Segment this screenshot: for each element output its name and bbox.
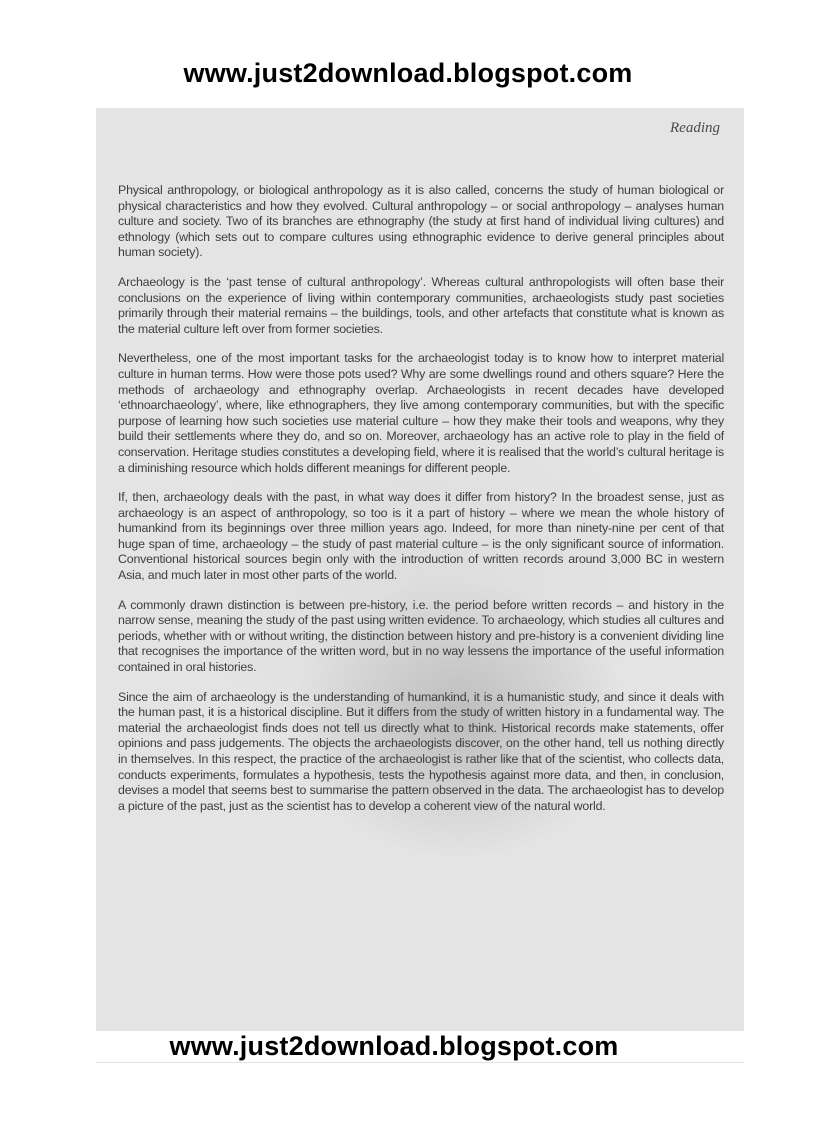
body-text [118,183,724,828]
watermark-url-bottom[interactable]: www.just2download.blogspot.com [0,1031,802,1062]
scanned-page [96,108,744,1063]
paragraph-archaeology-past-tense: Archaeology is the ‘past tense of cultural anthropology’. Whereas cultural anthropologists will often base their conclusions on the experience of living within contemporary communities, archaeologists study past societies primarily through their material remains – the buildings, tools, and other artefacts that constitute what is known as the material culture left over from former societies. [118,274,724,336]
paragraph-prehistory-distinction: A commonly drawn distinction is between pre-history, i.e. the period before written records – and history in the narrow sense, meaning the study of the past using written evidence. To archaeology, which studies all cultures and periods, whether with or without writing, the distinction between history and pre-history is a convenient dividing line that recognises the importance of the written word, but in no way lessens the importance of the useful information contained in oral histories. [118,597,724,675]
paragraph-archaeology-and-history: If, then, archaeology deals with the past, in what way does it differ from history? In the broadest sense, just as archaeology is an aspect of anthropology, so too is it a part of history – where we mean the whole history of humankind from its beginnings over three million years ago. Indeed, for more than ninety-nine per cent of that huge span of time, archaeology – the study of past material culture – is the only significant source of information. Conventional historical sources begin only with the introduction of written records around 3,000 BC in western Asia, and much later in most other parts of the world. [118,490,724,583]
paragraph-interpret-material-culture: Nevertheless, one of the most important tasks for the archaeologist today is to know how to interpret material culture in human terms. How were those pots used? Why are some dwellings round and others square? Here the methods of archaeology and ethnography overlap. Archaeologists in recent decades have developed ‘ethnoarchaeology’, where, like ethnographers, they live among contemporary communities, but with the specific purpose of learning how such societies use material culture – how they make their tools and weapons, why they build their settlements where they do, and so on. Moreover, archaeology has an active role to play in the field of conservation. Heritage studies constitutes a developing field, where it is realised that the world’s cultural heritage is a diminishing resource which holds different meanings for different people. [118,351,724,475]
paragraph-humanistic-study: Since the aim of archaeology is the understanding of humankind, it is a humanistic study, and since it deals with the human past, it is a historical discipline. But it differs from the study of written history in a fundamental way. The material the archaeologist finds does not tell us directly what to think. Historical records make statements, offer opinions and pass judgements. The objects the archaeologists discover, on the other hand, tell us nothing directly in themselves. In this respect, the practice of the archaeologist is rather like that of the scientist, who collects data, conducts experiments, formulates a hypothesis, tests the hypothesis against more data, and then, in conclusion, devises a model that seems best to summarise the pattern observed in the data. The archaeologist has to develop a picture of the past, just as the scientist has to develop a coherent view of the natural world. [118,689,724,813]
paragraph-physical-anthropology: Physical anthropology, or biological anthropology as it is also called, concerns the study of human biological or physical characteristics and how they evolved. Cultural anthropology – or social anthropology – analyses human culture and society. Two of its branches are ethnography (the study at first hand of individual living cultures) and ethnology (which sets out to compare cultures using ethnographic evidence to derive general principles about human society). [118,183,724,260]
watermark-url-top[interactable]: www.just2download.blogspot.com [0,58,816,89]
running-head: Reading [670,120,720,136]
